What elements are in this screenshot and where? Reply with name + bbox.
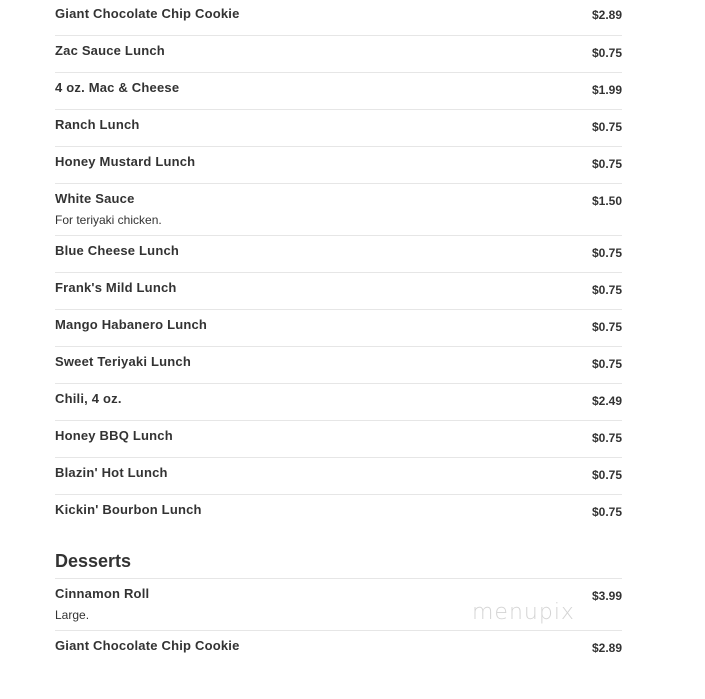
- item-description: For teriyaki chicken.: [55, 213, 162, 227]
- menu-list: [55, 0, 622, 667]
- menu-item: [55, 310, 622, 347]
- item-name: Cinnamon Roll: [55, 586, 150, 601]
- item-price: $0.75: [591, 283, 622, 297]
- item-name: Frank's Mild Lunch: [55, 280, 177, 295]
- menu-item: [55, 273, 622, 310]
- item-name: 4 oz. Mac & Cheese: [55, 80, 180, 95]
- menu-item: [55, 347, 622, 384]
- item-price: $0.75: [591, 505, 622, 519]
- item-name: Sweet Teriyaki Lunch: [55, 354, 191, 369]
- item-name: Chili, 4 oz.: [55, 391, 122, 406]
- item-name: Giant Chocolate Chip Cookie: [55, 6, 240, 21]
- item-price: $2.89: [591, 8, 622, 22]
- item-price: $0.75: [591, 468, 622, 482]
- item-price: $1.50: [591, 194, 622, 208]
- menu-item: [55, 458, 622, 495]
- item-description: Large.: [55, 608, 90, 622]
- item-name: Zac Sauce Lunch: [55, 43, 165, 58]
- item-price: $0.75: [591, 320, 622, 334]
- menu-item: [55, 147, 622, 184]
- item-name: Mango Habanero Lunch: [55, 317, 208, 332]
- item-price: $1.99: [591, 83, 622, 97]
- menu-item: [55, 495, 622, 531]
- menu-item: [55, 184, 622, 236]
- item-price: $0.75: [591, 120, 622, 134]
- item-name: Kickin' Bourbon Lunch: [55, 502, 202, 517]
- item-price: $0.75: [591, 246, 622, 260]
- item-price: $0.75: [591, 46, 622, 60]
- watermark-logo: menupix: [472, 600, 575, 625]
- item-name: Honey BBQ Lunch: [55, 428, 173, 443]
- item-name: Giant Chocolate Chip Cookie: [55, 638, 240, 653]
- menu-item: [55, 73, 622, 110]
- item-price: $2.89: [591, 641, 622, 655]
- item-name: White Sauce: [55, 191, 135, 206]
- menu-item: [55, 36, 622, 73]
- menu-item: [55, 110, 622, 147]
- item-name: Blazin' Hot Lunch: [55, 465, 168, 480]
- item-name: Ranch Lunch: [55, 117, 140, 132]
- item-name: Blue Cheese Lunch: [55, 243, 180, 258]
- menu-item: [55, 421, 622, 458]
- menu-item: [55, 631, 622, 667]
- item-price: $3.99: [591, 589, 622, 603]
- menu-item: [55, 0, 622, 36]
- item-price: $2.49: [591, 394, 622, 408]
- item-price: $0.75: [591, 431, 622, 445]
- menu-item: [55, 236, 622, 273]
- section-title-desserts: Desserts: [55, 531, 622, 579]
- item-price: $0.75: [591, 157, 622, 171]
- item-price: $0.75: [591, 357, 622, 371]
- item-name: Honey Mustard Lunch: [55, 154, 196, 169]
- menu-item: [55, 384, 622, 421]
